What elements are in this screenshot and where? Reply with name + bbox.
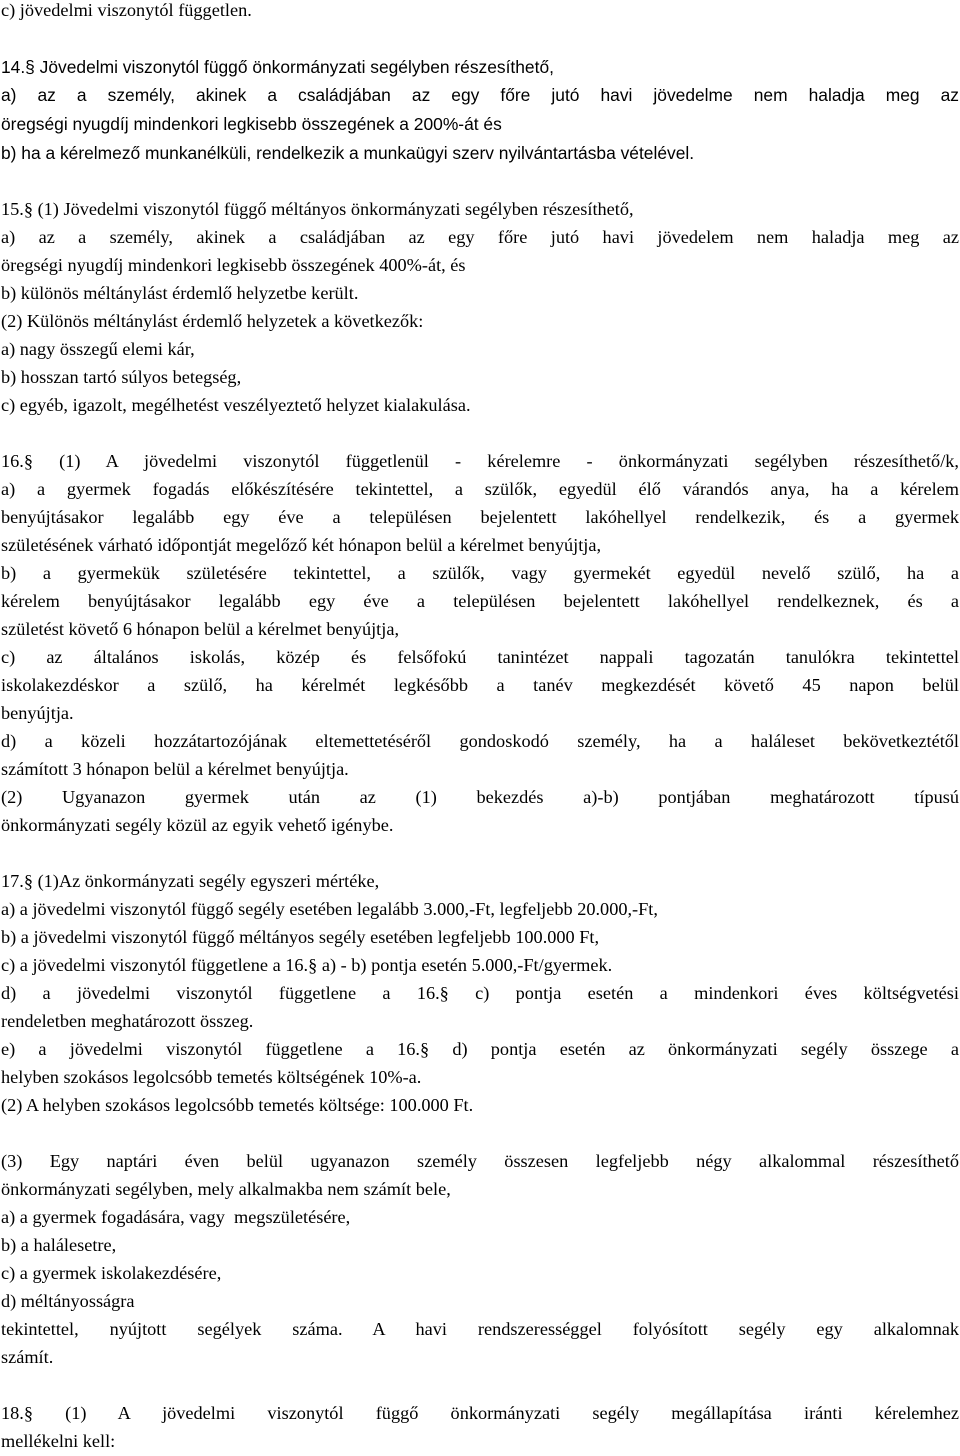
text-line: (2) A helyben szokásos legolcsóbb temetés költsége: 100.000 Ft.	[1, 1095, 474, 1115]
text-line: (3) Egy naptári éven belül ugyanazon személy összesen legfeljebb négy alkalommal részesíthető	[1, 1151, 959, 1171]
text-line: b) hosszan tartó súlyos betegség,	[1, 367, 242, 387]
text-line: b) különös méltánylást érdemlő helyzetbe került.	[1, 283, 359, 303]
text-line: tekintettel, nyújtott segélyek száma. A havi rendszerességgel folyósított segély egy alkalomnak	[1, 1319, 959, 1339]
text-line: b) a gyermekük születésére tekintettel, a szülők, vagy gyermekét egyedül nevelő szülő, ha a	[1, 563, 959, 583]
section-17-heading: 17.§ (1)Az önkormányzati segély egyszeri mértéke,	[1, 871, 380, 891]
text-line: (2) Különös méltánylást érdemlő helyzetek a következők:	[1, 311, 424, 331]
section-18-heading: 18.§ (1) A jövedelmi viszonytól függő önkormányzati segély megállapítása iránti kérelemhez	[1, 1403, 959, 1423]
section-16-heading: 16.§ (1) A jövedelmi viszonytól függetlenül - kérelemre - önkormányzati segélyben részesíthető/k,	[1, 451, 959, 471]
text-line: öregségi nyugdíj mindenkori legkisebb összegének 400%-át, és	[1, 255, 466, 275]
text-line: b) ha a kérelmező munkanélküli, rendelkezik a munkaügyi szerv nyilvántartásba vételével.	[1, 143, 695, 163]
text-line: számít.	[1, 1347, 54, 1367]
text-line: c) egyéb, igazolt, megélhetést veszélyeztető helyzet kialakulása.	[1, 395, 471, 415]
text-line: a) az a személy, akinek a családjában az egy főre jutó havi jövedelem nem haladja meg az	[1, 227, 959, 247]
section-15-heading: 15.§ (1) Jövedelmi viszonytól függő méltányos önkormányzati segélyben részesíthető,	[1, 199, 634, 219]
text-line: b) a halálesetre,	[1, 1235, 117, 1255]
text-line: a) nagy összegű elemi kár,	[1, 339, 195, 359]
text-line: a) a gyermek fogadás előkészítésére tekintettel, a szülők, egyedül élő várandós anya, ha a kérelem	[1, 479, 959, 499]
text-line: születést követő 6 hónapon belül a kérelmet benyújtja,	[1, 619, 400, 639]
text-line: mellékelni kell:	[1, 1431, 116, 1451]
text-line: kérelem benyújtásakor legalább egy éve a településen bejelentett lakóhellyel rendelkeznek, és a	[1, 591, 959, 611]
text-line: d) a közeli hozzátartozójának eltemettetéséről gondoskodó személy, ha a haláleset bekövetkeztétől	[1, 731, 959, 751]
text-line: d) a jövedelmi viszonytól függetlene a 16.§ c) pontja esetén a mindenkori éves költségvetési	[1, 983, 959, 1003]
text-line: c) a gyermek iskolakezdésére,	[1, 1263, 222, 1283]
text-line: iskolakezdéskor a szülő, ha kérelmét legkésőbb a tanév megkezdését követő 45 napon belül	[1, 675, 959, 695]
text-line: önkormányzati segélyben, mely alkalmakba nem számít bele,	[1, 1179, 451, 1199]
text-line: a) a jövedelmi viszonytól függő segély esetében legalább 3.000,-Ft, legfeljebb 20.000,-Ft,	[1, 899, 658, 919]
text-line: (2) Ugyanazon gyermek után az (1) bekezdés a)-b) pontjában meghatározott típusú	[1, 787, 959, 807]
text-line: öregségi nyugdíj mindenkori legkisebb összegének a 200%-át és	[1, 114, 502, 134]
text-line: számított 3 hónapon belül a kérelmet benyújtja.	[1, 759, 349, 779]
text-line: rendeletben meghatározott összeg.	[1, 1011, 254, 1031]
text-line: helyben szokásos legolcsóbb temetés költségének 10%-a.	[1, 1067, 422, 1087]
text-line: benyújtásakor legalább egy éve a településen bejelentett lakóhellyel rendelkezik, és a gyermek	[1, 507, 959, 527]
text-line: önkormányzati segély közül az egyik vehető igénybe.	[1, 815, 394, 835]
text-line: d) méltányosságra	[1, 1291, 135, 1311]
text-line: születésének várható időpontját megelőző két hónapon belül a kérelmet benyújtja,	[1, 535, 602, 555]
text-line: c) az általános iskolás, közép és felsőfokú tanintézet nappali tagozatán tanulókra tekintettel	[1, 647, 959, 667]
text-line: benyújtja.	[1, 703, 74, 723]
text-line: c) jövedelmi viszonytól független.	[1, 0, 252, 20]
text-line: e) a jövedelmi viszonytól függetlene a 16.§ d) pontja esetén az önkormányzati segély összege a	[1, 1039, 959, 1059]
text-line: a) a gyermek fogadására, vagy megszületésére,	[1, 1207, 351, 1227]
section-14-heading: 14.§ Jövedelmi viszonytól függő önkormányzati segélyben részesíthető,	[1, 57, 554, 77]
text-line: c) a jövedelmi viszonytól függetlene a 16.§ a) - b) pontja esetén 5.000,-Ft/gyermek.	[1, 955, 613, 975]
text-line: b) a jövedelmi viszonytól függő méltányos segély esetében legfeljebb 100.000 Ft,	[1, 927, 600, 947]
text-line: a) az a személy, akinek a családjában az egy főre jutó havi jövedelme nem haladja meg az	[1, 85, 959, 105]
